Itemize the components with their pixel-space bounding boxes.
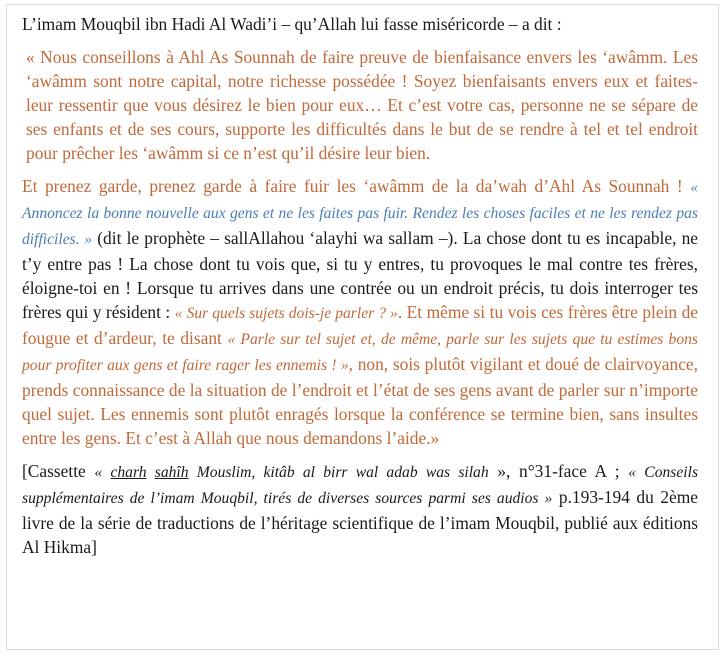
inline-advice-quote: « Parle sur tel sujet et, de même, parle sur les sujets que tu estimes bons pour profiter aux gens et faire rager les ennemis ! » xyxy=(22,331,698,374)
para2-text-2: (dit le prophète – sallAllahou ‘alayhi wa sallam –). La chose dont tu es incapable, ne t’y entre pas ! La chose dont tu vois que, si tu y entres, tu provoques le mal contre tes frères, éloigne-toi en ! Lorsque tu arrives dans une contrée ou un endroit précis, tu dois interroger tes frères qui y résident : xyxy=(22,228,698,322)
document-page xyxy=(22,12,698,559)
para2-text-1: Et prenez garde, prenez garde à faire fuir les ‘awâmm de la da’wah d’Ahl As Sounnah ! xyxy=(22,176,691,196)
intro-line: L’imam Mouqbil ibn Hadi Al Wadi’i – qu’Allah lui fasse miséricorde – a dit : xyxy=(22,14,562,34)
ref-source-title xyxy=(94,464,488,481)
inline-question-quote: « Sur quels sujets dois-je parler ? » xyxy=(174,305,398,322)
ref-text-3: p.193-194 du 2ème livre de la série de traductions de l’héritage scientifique de l’imam Mouqbil, publié aux éditions Al Hikma] xyxy=(22,487,698,557)
para2-text-3: . Et même si tu vois ces frères être plein de fougue et d’ardeur, te disant xyxy=(22,302,698,348)
ref-source-word-1: charh xyxy=(110,464,147,481)
ref-source-rest: Mouslim, kitâb al birr wal adab was silah xyxy=(188,464,489,481)
quote-paragraph-2 xyxy=(22,174,698,450)
reference-citation xyxy=(22,459,698,559)
ref-source-open: « xyxy=(94,464,111,481)
ref-source-word-2: sahîh xyxy=(154,464,189,481)
ref-text-1: [Cassette xyxy=(22,461,95,481)
ref-book-title: « Conseils supplémentaires de l’imam Mouqbil, tirés de diverses sources parmi ses audios » xyxy=(22,464,699,507)
para2-text-4: , non, sois plutôt vigilant et doué de clairvoyance, prends connaissance de la situation de l’endroit et l’état de ses gens avant de parler sur n’importe quel sujet. Les ennemis sont plutôt enragés lorsque la conférence se termine bien, sans insultes entre les gens. Et c’est à Allah que nous demandons l’aide.» xyxy=(22,354,698,448)
quote-paragraph-1: « Nous conseillons à Ahl As Sounnah de faire preuve de bienfaisance envers les ‘awâmm. Les ‘awâmm sont notre capital, notre richesse possédée ! Soyez bienfaisants envers eux et faites-leur ressentir que vous désirez le bien pour eux… Et c’est votre cas, personne ne se sépare de ses enfants et de ses cours, supporte les difficultés dans le but de se rendre à tel et tel endroit pour prêcher les ‘awâmm si ce n’est qu’il désire leur bien. xyxy=(26,47,698,163)
ref-text-2: », n°31-face A ; xyxy=(488,461,629,481)
hadith-quote: « Annoncez la bonne nouvelle aux gens et ne les faites pas fuir. Rendez les choses faciles et ne les rendez pas difficiles. » xyxy=(22,179,698,248)
ref-source-space xyxy=(147,464,155,481)
